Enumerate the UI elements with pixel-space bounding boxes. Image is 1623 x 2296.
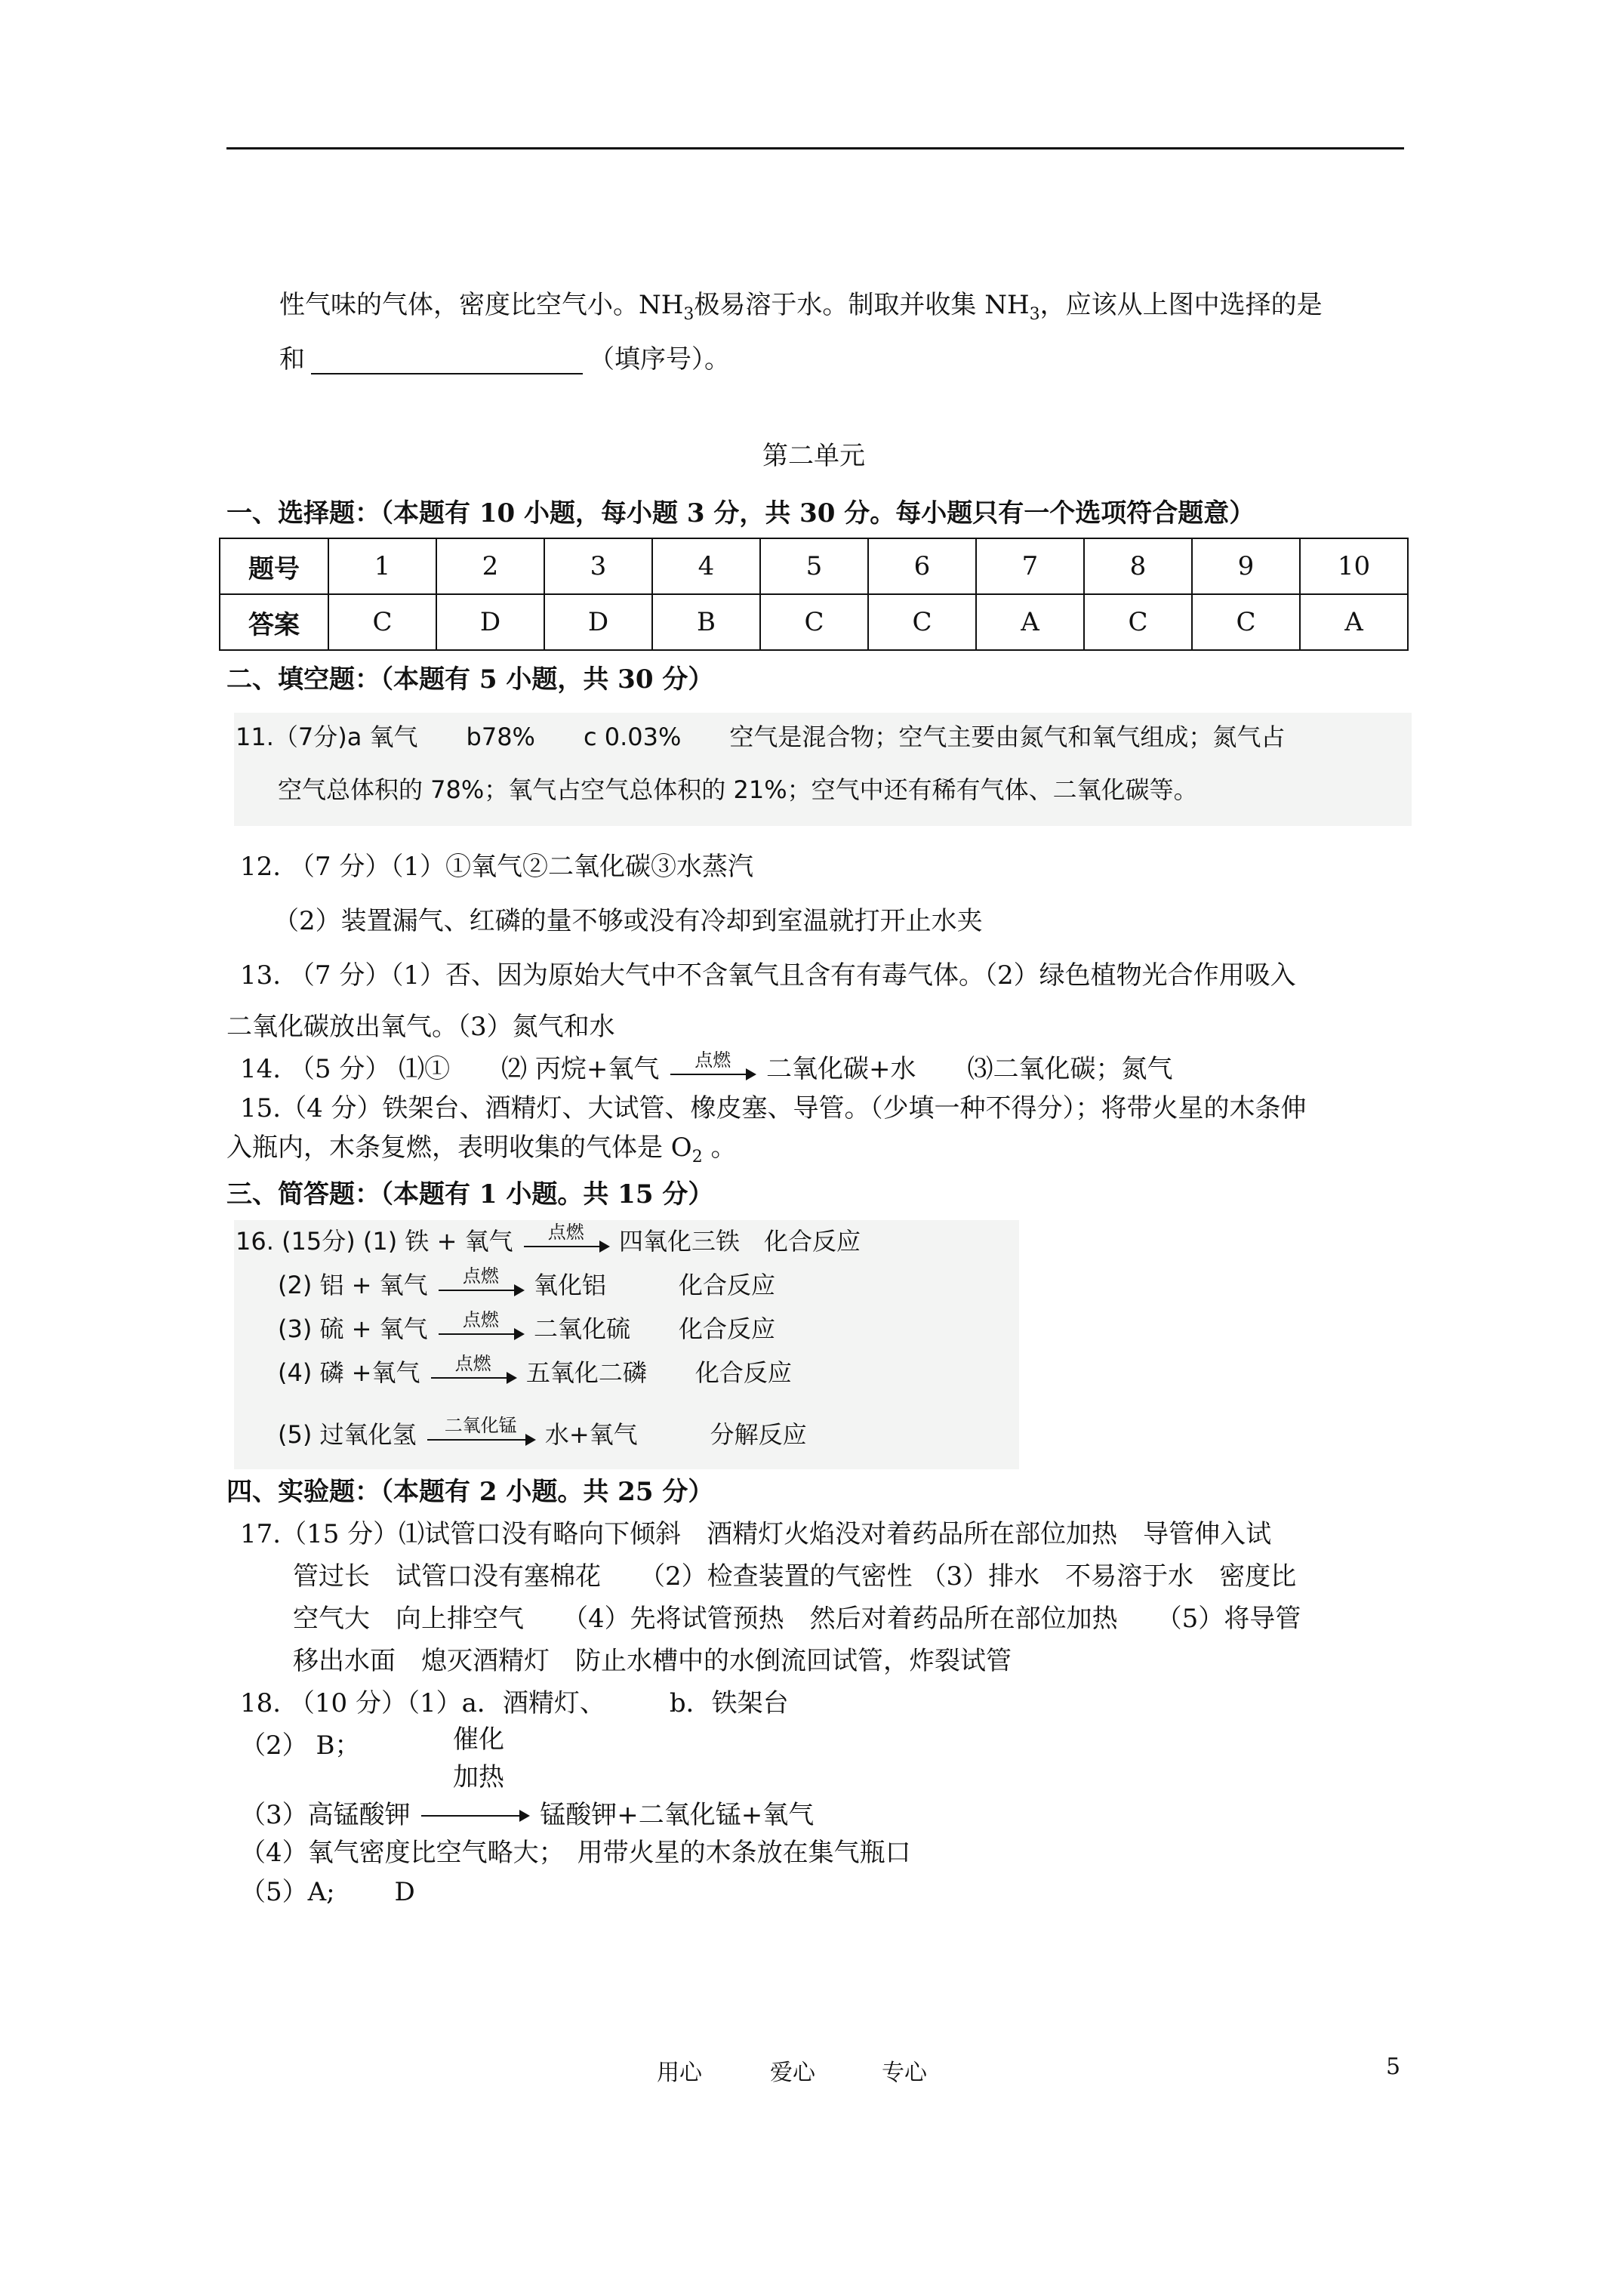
- table-cell: C: [328, 594, 436, 650]
- q14-text-a: 14. （5 分） ⑴① ⑵ 丙烷+氧气: [240, 1054, 660, 1084]
- footer-item: 用心: [657, 2060, 702, 2086]
- section2-title: 二、填空题：（本题有 5 小题，共 30 分）: [226, 664, 714, 695]
- table-row-numbers: [220, 538, 1408, 594]
- q16-products: 二氧化硫 化合反应: [534, 1314, 776, 1343]
- table-cell: C: [1192, 594, 1300, 650]
- q16-products: 五氧化二磷 化合反应: [525, 1358, 792, 1387]
- reaction-arrow-icon: [436, 1265, 526, 1302]
- table-row-answers: [220, 594, 1408, 650]
- section1-title: 一、选择题：（本题有 10 小题，每小题 3 分，共 30 分。每小题只有一个选项符合题意）: [226, 498, 1255, 529]
- q17-line-3: 空气大 向上排空气 （4）先将试管预热 然后对着药品所在部位加热 （5）将导管: [293, 1604, 1301, 1634]
- q18-line-4: （4）氧气密度比空气略大； 用带火星的木条放在集气瓶口: [240, 1838, 911, 1868]
- section3-title: 三、简答题：（本题有 1 小题。共 15 分）: [226, 1179, 714, 1210]
- q16-line-2: [278, 1265, 776, 1302]
- arrow-condition: 点燃: [454, 1353, 491, 1374]
- intro-text-e: （填序号）。: [589, 344, 730, 374]
- q11-answer-image: [234, 713, 1412, 826]
- q18-reactant: （3）高锰酸钾: [240, 1800, 411, 1830]
- q18-line-3: [240, 1800, 814, 1832]
- q11-line-2: 空气总体积的 78%；氧气占空气总体积的 21%；空气中还有稀有气体、二氧化碳等。: [278, 775, 1198, 804]
- intro-line-2: [279, 344, 730, 374]
- page-number: 5: [1386, 2054, 1401, 2080]
- q18-products: 锰酸钾+二氧化锰+氧气: [540, 1800, 815, 1830]
- intro-text-c: ，应该从上图中选择的是: [1039, 290, 1323, 320]
- table-cell: C: [868, 594, 976, 650]
- q15-sub: 2: [691, 1147, 703, 1166]
- q17-line-4: 移出水面 熄灭酒精灯 防止水槽中的水倒流回试管，炸裂试管: [293, 1646, 1012, 1676]
- table-cell: B: [652, 594, 760, 650]
- q15-line-2: [226, 1133, 737, 1173]
- q16-line-1: [236, 1222, 861, 1258]
- reaction-arrow-icon: [521, 1222, 611, 1258]
- q18-line-1: 18. （10 分）（1）a．酒精灯、 b．铁架台: [240, 1688, 789, 1718]
- header-rule: [226, 147, 1404, 149]
- q16-line-4: [278, 1353, 792, 1389]
- q12-line-2: （2）装置漏气、红磷的量不够或没有冷却到室温就打开止水夹: [273, 906, 983, 936]
- table-cell: D: [544, 594, 652, 650]
- q16-products: 氧化铝 化合反应: [534, 1271, 776, 1299]
- q14-text-b: 二氧化碳+水 ⑶二氧化碳；氮气: [766, 1054, 1173, 1084]
- q18-condition-top: 催化: [453, 1724, 504, 1755]
- table-cell: 7: [976, 538, 1084, 594]
- q17-line-2: 管过长 试管口没有塞棉花 （2）检查装置的气密性 （3）排水 不易溶于水 密度比: [293, 1561, 1297, 1592]
- section4-title: 四、实验题：（本题有 2 小题。共 25 分）: [226, 1477, 714, 1507]
- fill-blank-line: [311, 350, 583, 374]
- table-cell: D: [436, 594, 544, 650]
- arrow-condition: 二氧化锰: [444, 1415, 517, 1436]
- q11-line-1: 11.（7分)a 氧气 b78% c 0.03% 空气是混合物；空气主要由氮气和氧气组成；氮气占: [236, 723, 1286, 751]
- reaction-arrow-icon: [418, 1801, 531, 1832]
- arrow-condition: 点燃: [694, 1049, 731, 1071]
- table-cell: 5: [760, 538, 868, 594]
- q15-line-1: 15.（4 分）铁架台、酒精灯、大试管、橡皮塞、导管。（少填一种不得分）；将带火星的木条伸: [240, 1093, 1307, 1123]
- row-label-number: 题号: [220, 538, 328, 594]
- reaction-arrow-icon: [428, 1353, 519, 1389]
- intro-line-1: [279, 290, 1323, 330]
- q16-reactants: (5) 过氧化氢: [278, 1420, 417, 1449]
- q13-line-2: 二氧化碳放出氧气。（3）氮气和水: [226, 1012, 615, 1042]
- intro-text-d: 和: [279, 344, 305, 374]
- table-cell: 3: [544, 538, 652, 594]
- q16-answer-image: [234, 1220, 1019, 1469]
- q18-line-2: （2） B；: [240, 1730, 361, 1761]
- intro-sub-2: 3: [1029, 304, 1040, 324]
- row-label-answer: 答案: [220, 594, 328, 650]
- table-cell: A: [1300, 594, 1408, 650]
- arrow-condition: 点燃: [547, 1222, 584, 1243]
- q15-text-a: 入瓶内，木条复燃，表明收集的气体是 O: [226, 1133, 692, 1163]
- q13-line-1: 13. （7 分）（1）否、因为原始大气中不含氧气且含有有毒气体。（2）绿色植物光合作用吸入: [240, 960, 1296, 991]
- table-cell: C: [760, 594, 868, 650]
- arrow-condition: 点燃: [462, 1309, 499, 1330]
- footer-item: 爱心: [770, 2060, 815, 2086]
- q16-reactants: (2) 铝 + 氧气: [278, 1271, 428, 1299]
- q12-line-1: 12. （7 分）（1）①氧气②二氧化碳③水蒸汽: [240, 852, 753, 882]
- q18-condition-bottom: 加热: [453, 1762, 504, 1792]
- table-cell: 10: [1300, 538, 1408, 594]
- table-cell: C: [1084, 594, 1192, 650]
- reaction-arrow-icon: [436, 1309, 526, 1345]
- q14-line: [240, 1049, 1173, 1086]
- q16-products: 四氧化三铁 化合反应: [618, 1227, 861, 1256]
- answer-table: [219, 538, 1409, 651]
- reaction-arrow-icon: [667, 1049, 758, 1086]
- arrow-condition: 点燃: [462, 1265, 499, 1287]
- intro-sub-1: 3: [683, 304, 694, 324]
- q16-reactants: (3) 硫 + 氧气: [278, 1314, 428, 1343]
- q15-text-b: 。: [702, 1133, 737, 1163]
- q16-line-5: [278, 1415, 807, 1451]
- table-cell: 9: [1192, 538, 1300, 594]
- intro-text-a: 性气味的气体，密度比空气小。NH: [279, 290, 684, 320]
- footer-item: 专心: [882, 2060, 927, 2086]
- table-cell: 2: [436, 538, 544, 594]
- table-cell: 4: [652, 538, 760, 594]
- unit-title: 第二单元: [762, 441, 865, 471]
- q16-products: 水+氧气 分解反应: [544, 1420, 807, 1449]
- table-cell: A: [976, 594, 1084, 650]
- q16-reactants: (4) 磷 +氧气: [278, 1358, 420, 1387]
- table-cell: 1: [328, 538, 436, 594]
- table-cell: 6: [868, 538, 976, 594]
- table-cell: 8: [1084, 538, 1192, 594]
- intro-text-b: 极易溶于水。制取并收集 NH: [694, 290, 1030, 320]
- q16-line-3: [278, 1309, 776, 1345]
- q18-line-5: （5）A; D: [240, 1877, 415, 1907]
- q17-line-1: 17.（15 分）⑴试管口没有略向下倾斜 酒精灯火焰没对着药品所在部位加热 导管伸入试: [240, 1519, 1272, 1549]
- q16-reactants: 16. (15分) (1) 铁 + 氧气: [236, 1227, 513, 1256]
- reaction-arrow-icon: [424, 1415, 537, 1451]
